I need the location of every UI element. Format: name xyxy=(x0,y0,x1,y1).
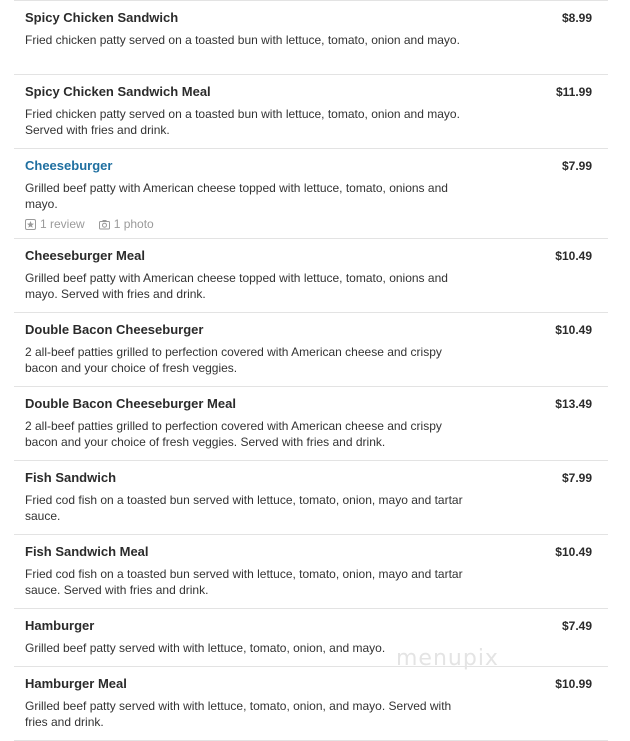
item-name: Double Bacon Cheeseburger xyxy=(25,322,204,337)
reviews-link[interactable] xyxy=(25,217,85,231)
item-description: Fried chicken patty served on a toasted bun with lettuce, tomato, onion and mayo. xyxy=(25,33,460,47)
item-description: Grilled beef patty served with with lettuce, tomato, onion, and mayo. Served with fries and drink. xyxy=(25,699,452,729)
menu-item xyxy=(14,609,608,667)
menu-item xyxy=(14,461,608,535)
item-description: Grilled beef patty served with with lettuce, tomato, onion, and mayo. xyxy=(25,641,386,655)
star-icon xyxy=(25,219,36,230)
item-price: $10.49 xyxy=(555,249,592,263)
item-price: $7.49 xyxy=(561,619,592,633)
menu-item xyxy=(14,387,608,461)
item-price: $10.99 xyxy=(555,677,592,691)
menu-list xyxy=(14,0,608,741)
item-name: Hamburger xyxy=(25,618,95,633)
menu-item xyxy=(14,313,608,387)
menu-item xyxy=(14,149,608,239)
photos-count: 1 photo xyxy=(113,217,154,231)
item-name: Double Bacon Cheeseburger Meal xyxy=(25,396,236,411)
item-price: $10.49 xyxy=(555,545,592,559)
photos-link[interactable] xyxy=(99,217,154,231)
item-meta xyxy=(25,217,608,231)
menu-item xyxy=(14,75,608,149)
camera-icon xyxy=(99,219,110,230)
item-price: $13.49 xyxy=(555,397,592,411)
item-description: Fried chicken patty served on a toasted bun with lettuce, tomato, onion and mayo. Served with fries and drink. xyxy=(25,107,460,137)
menu-item xyxy=(14,535,608,609)
item-name: Fish Sandwich Meal xyxy=(25,544,149,559)
menu-item xyxy=(14,1,608,75)
menu-item xyxy=(14,239,608,313)
item-name-link[interactable]: Cheeseburger xyxy=(25,158,113,173)
item-description: 2 all-beef patties grilled to perfection covered with American cheese and crispy bacon and your choice of fresh veggies. xyxy=(25,345,442,375)
item-description: Grilled beef patty with American cheese topped with lettuce, tomato, onions and mayo. xyxy=(25,181,448,211)
item-name: Hamburger Meal xyxy=(25,676,127,691)
reviews-count: 1 review xyxy=(40,217,85,231)
watermark-logo: menupix xyxy=(396,646,499,671)
item-price: $7.99 xyxy=(561,471,592,485)
item-price: $11.99 xyxy=(555,85,592,99)
item-name: Spicy Chicken Sandwich xyxy=(25,10,179,25)
item-description: Grilled beef patty with American cheese topped with lettuce, tomato, onions and mayo. Served with fries and drink. xyxy=(25,271,448,301)
item-price: $8.99 xyxy=(561,11,592,25)
item-name: Spicy Chicken Sandwich Meal xyxy=(25,84,211,99)
menu-item xyxy=(14,667,608,741)
item-price: $10.49 xyxy=(555,323,592,337)
item-description: Fried cod fish on a toasted bun served with lettuce, tomato, onion, mayo and tartar sauce. Served with fries and drink. xyxy=(25,567,463,597)
item-price: $7.99 xyxy=(561,159,592,173)
item-name: Cheeseburger Meal xyxy=(25,248,145,263)
item-name: Fish Sandwich xyxy=(25,470,117,485)
item-description: 2 all-beef patties grilled to perfection covered with American cheese and crispy bacon and your choice of fresh veggies. Served with fries and drink. xyxy=(25,419,442,449)
item-description: Fried cod fish on a toasted bun served with lettuce, tomato, onion, mayo and tartar sauce. xyxy=(25,493,463,523)
